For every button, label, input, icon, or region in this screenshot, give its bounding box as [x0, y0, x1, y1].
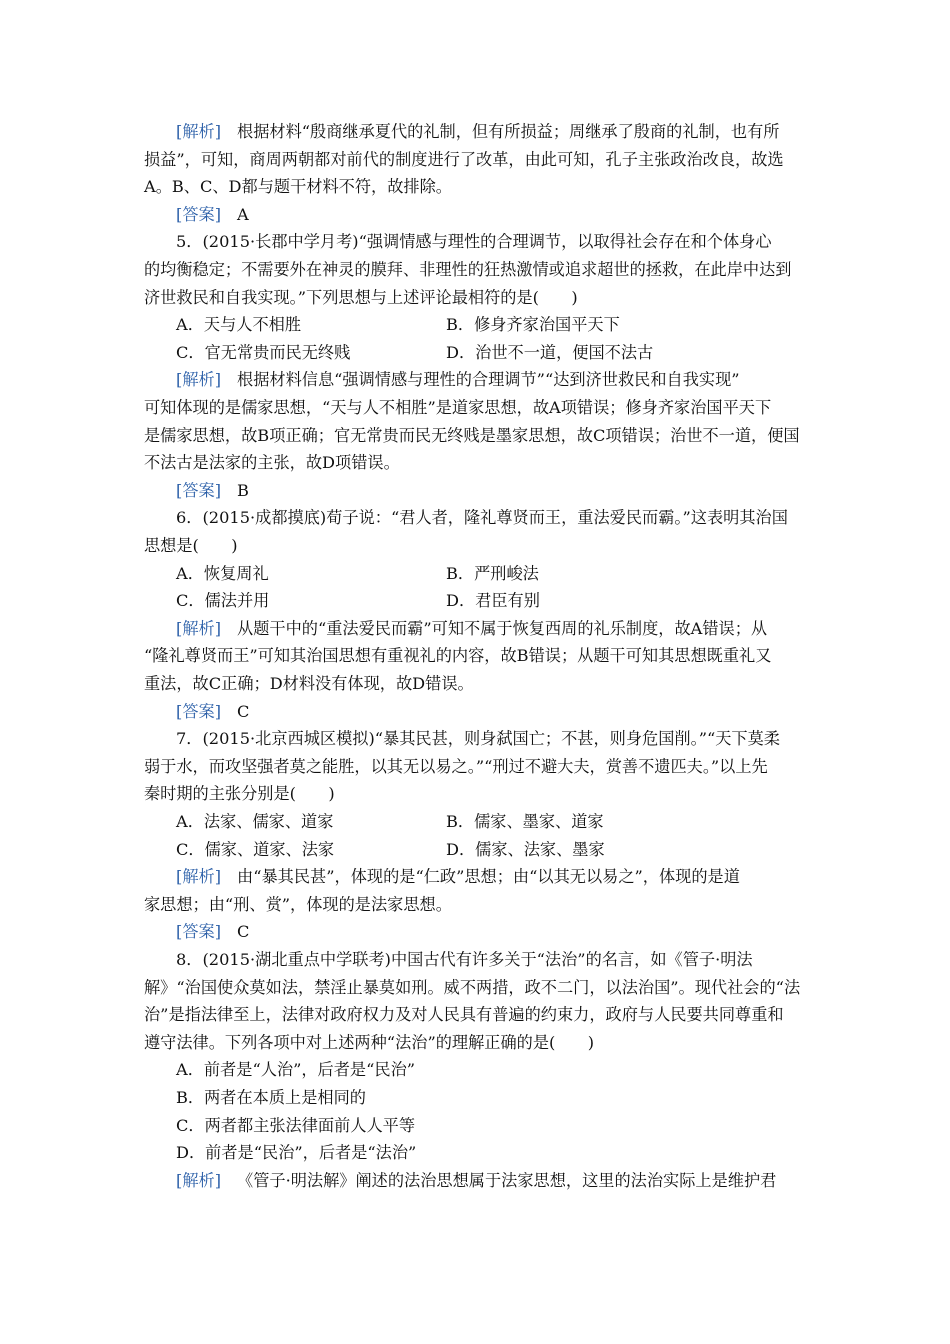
option-item: D．前者是“民治”，后者是“法治” — [176, 1143, 417, 1163]
question-line: 8．(2015·湖北重点中学联考)中国古代有许多关于“法治”的名言，如《管子·明法 — [176, 950, 753, 969]
question-line: 治”是指法律至上，法律对政府权力及对人民具有普遍的约束力，政府与人民要共同尊重和 — [144, 1005, 784, 1025]
analysis-line — [176, 867, 740, 887]
option-item: D．儒家、法家、墨家 — [446, 839, 605, 859]
analysis-text: 不法古是法家的主张，故D项错误。 — [144, 453, 400, 473]
analysis-line — [144, 177, 452, 197]
analysis-line — [144, 426, 800, 446]
answer-value: B — [237, 480, 249, 500]
analysis-line — [176, 1171, 776, 1191]
answer-label: [答案] — [176, 922, 222, 942]
option-item: B．儒家、墨家、道家 — [446, 812, 604, 831]
analysis-text: 根据材料信息“强调情感与理性的合理调节”“达到济世救民和自我实现” — [237, 370, 740, 390]
analysis-text: 由“暴其民甚”，体现的是“仁政”思想；由“以其无以易之”，体现的是道 — [237, 867, 740, 887]
question-line: 思想是( ) — [144, 536, 238, 555]
analysis-label: [解析] — [176, 1170, 222, 1190]
question-line: 弱于水，而攻坚强者莫之能胜，以其无以易之。”“刑过不避大夫，赏善不遗匹夫。”以上先 — [144, 756, 768, 776]
option-item: A．法家、儒家、道家 — [176, 812, 334, 831]
option-item: C．官无常贵而民无终贱 — [176, 342, 351, 362]
analysis-label: [解析] — [176, 122, 222, 141]
answer-value: C — [237, 922, 250, 942]
analysis-line — [176, 619, 767, 639]
option-item: B．两者在本质上是相同的 — [176, 1088, 366, 1107]
answer-line — [176, 922, 249, 942]
analysis-text: 家思想；由“刑、赏”，体现的是法家思想。 — [144, 894, 452, 914]
option-item: D．君臣有别 — [446, 591, 540, 611]
question-line: 解》“治国使众莫如法，禁淫止暴莫如刑。威不两措，政不二门，以法治国”。现代社会的“法 — [144, 977, 801, 997]
question-line: 济世救民和自我实现。”下列思想与上述评论最相符的是( ) — [144, 287, 578, 307]
analysis-line — [144, 646, 771, 666]
analysis-line — [144, 895, 452, 915]
answer-value: A — [237, 204, 249, 224]
option-item: C．儒法并用 — [176, 591, 270, 611]
analysis-line — [144, 150, 784, 170]
option-item: C．儒家、道家、法家 — [176, 839, 335, 859]
analysis-line — [144, 674, 474, 694]
analysis-text: 根据材料“殷商继承夏代的礼制，但有所损益；周继承了殷商的礼制，也有所 — [237, 122, 780, 141]
analysis-text: “隆礼尊贤而王”可知其治国思想有重视礼的内容，故B错误；从题干可知其思想既重礼又 — [144, 646, 772, 666]
option-item: A．恢复周礼 — [176, 563, 269, 583]
analysis-text: 重法，故C正确；D材料没有体现，故D错误。 — [144, 674, 474, 693]
question-line: 7．(2015·北京西城区模拟)“暴其民甚，则身弑国亡；不甚，则身危国削。”“天下莫柔 — [176, 729, 780, 749]
answer-line — [176, 702, 249, 722]
question-line: 5．(2015·长郡中学月考)“强调情感与理性的合理调节，以取得社会存在和个体身心 — [176, 232, 772, 252]
answer-label: [答案] — [176, 204, 222, 224]
option-item: B．修身齐家治国平天下 — [446, 315, 620, 335]
analysis-label: [解析] — [176, 618, 222, 638]
analysis-text: 可知体现的是儒家思想，“天与人不相胜”是道家思想，故A项错误；修身齐家治国平天下 — [144, 398, 772, 417]
analysis-line — [176, 122, 779, 142]
option-item: A．天与人不相胜 — [176, 315, 302, 335]
option-item: D．治世不一道，便国不法古 — [446, 342, 654, 362]
analysis-text: 损益”，可知，商周两朝都对前代的制度进行了改革，由此可知，孔子主张政治改良，故选 — [144, 149, 784, 169]
question-line: 6．(2015·成都摸底)荀子说：“君人者，隆礼尊贤而王，重法爱民而霸。”这表明其治国 — [176, 508, 788, 528]
answer-label: [答案] — [176, 480, 222, 500]
analysis-text: 《管子·明法解》阐述的法治思想属于法家思想，这里的法治实际上是维护君 — [237, 1170, 777, 1190]
answer-label: [答案] — [176, 701, 222, 721]
answer-value: C — [237, 701, 250, 721]
answer-line — [176, 205, 249, 225]
analysis-line — [176, 370, 740, 390]
option-item: B．严刑峻法 — [446, 563, 539, 583]
answer-line — [176, 481, 249, 501]
option-item: C．两者都主张法律面前人人平等 — [176, 1115, 416, 1135]
question-line: 秦时期的主张分别是( ) — [144, 784, 335, 804]
analysis-line — [144, 453, 400, 473]
analysis-text: 从题干中的“重法爱民而霸”可知不属于恢复西周的礼乐制度，故A错误；从 — [237, 618, 768, 638]
analysis-text: 是儒家思想，故B项正确；官无常贵而民无终贱是墨家思想，故C项错误；治世不一道，便国 — [144, 425, 800, 445]
analysis-label: [解析] — [176, 370, 222, 390]
question-line: 遵守法律。下列各项中对上述两种“法治”的理解正确的是( ) — [144, 1032, 595, 1052]
analysis-text: A。B、C、D都与题干材料不符，故排除。 — [144, 177, 452, 197]
analysis-label: [解析] — [176, 867, 222, 887]
option-item: A．前者是“人治”，后者是“民治” — [176, 1060, 416, 1080]
question-line: 的均衡稳定；不需要外在神灵的膜拜、非理性的狂热激情或追求超世的拯救，在此岸中达到 — [144, 260, 792, 279]
analysis-line — [144, 398, 771, 418]
